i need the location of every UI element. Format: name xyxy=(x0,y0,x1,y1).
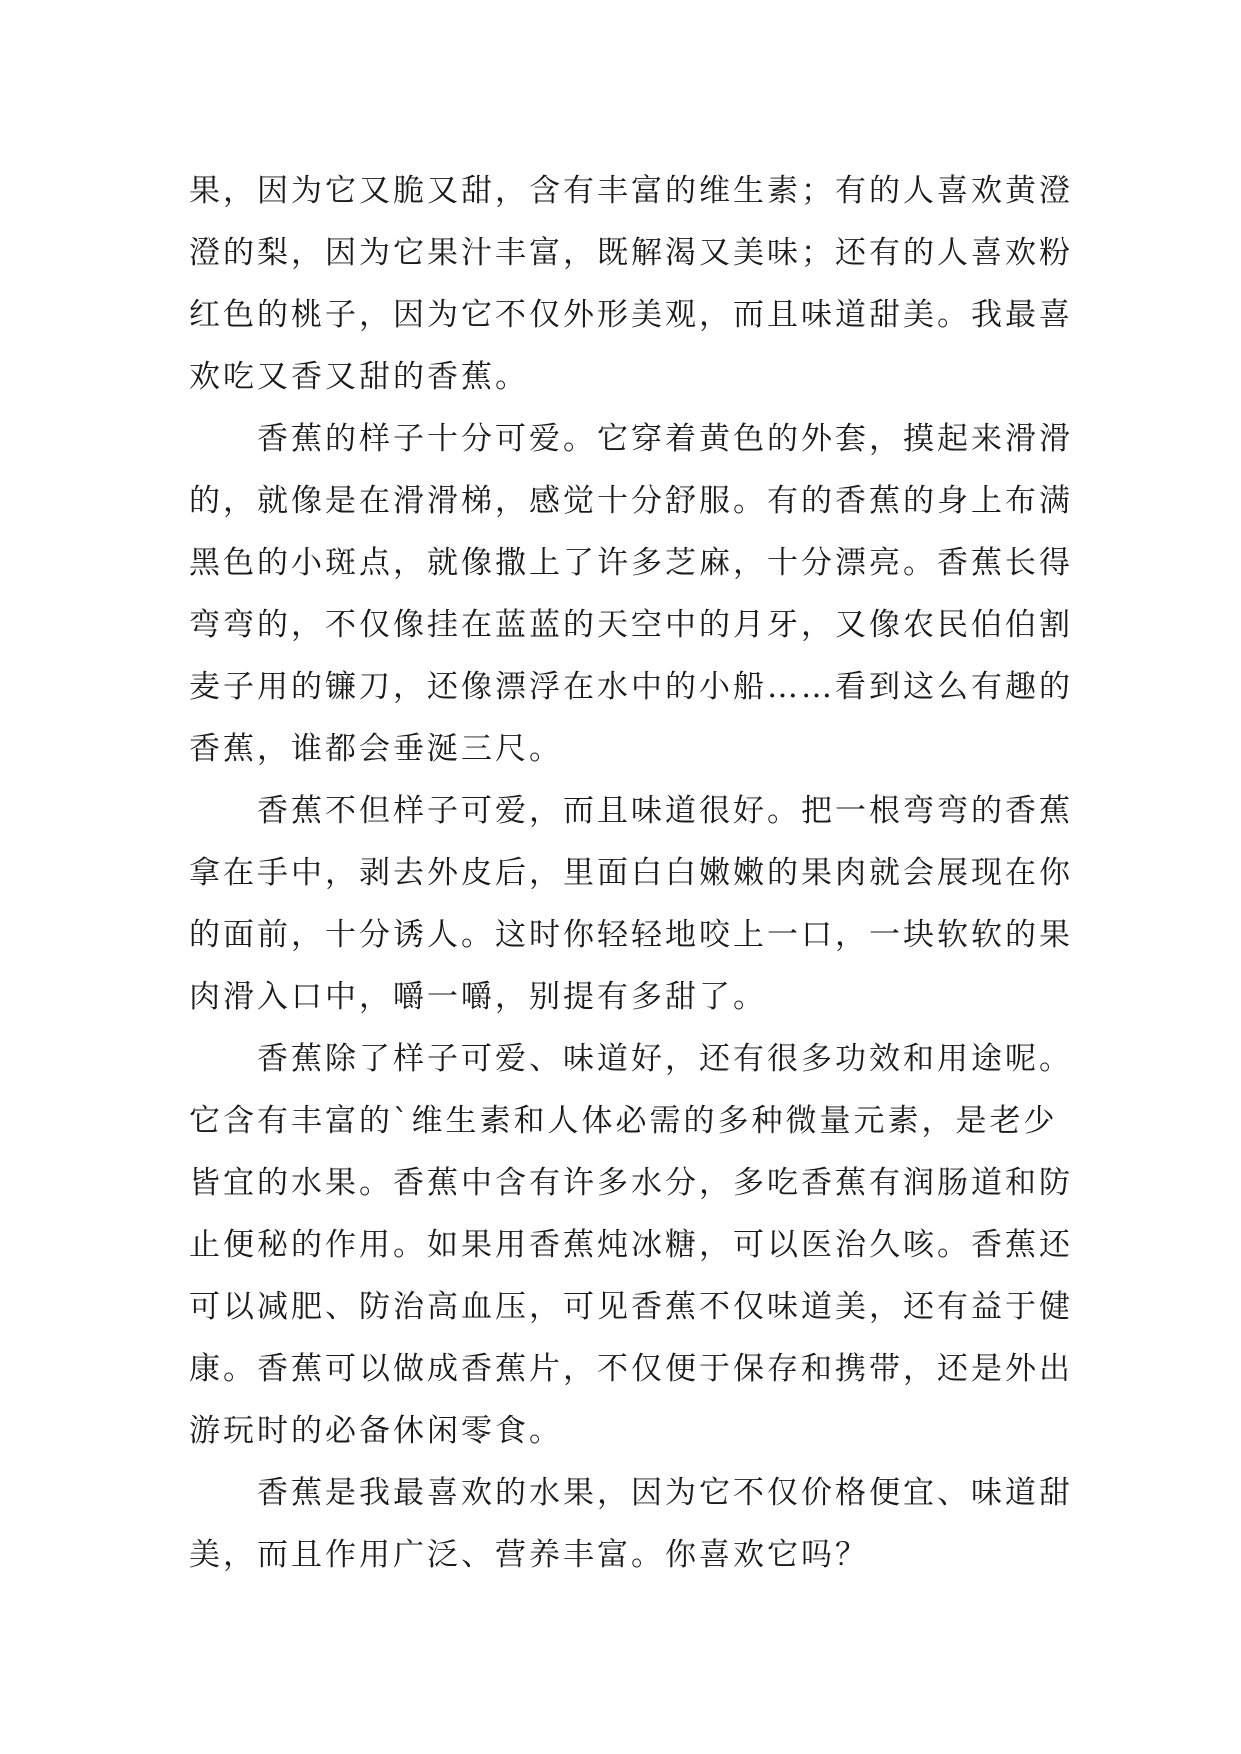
text-line: 红色的桃子，因为它不仅外形美观，而且味道甜美。我最喜 xyxy=(189,297,1073,333)
paragraph-3 xyxy=(189,780,1073,1028)
text-line: 止便秘的作用。如果用香蕉炖冰糖，可以医治久咳。香蕉还 xyxy=(189,1227,1073,1263)
text-line: 麦子用的镰刀，还像漂浮在水中的小船……看到这么有趣的 xyxy=(189,669,1073,705)
text-line: 的，就像是在滑滑梯，感觉十分舒服。有的香蕉的身上布满 xyxy=(189,483,1073,519)
text-line: 美，而且作用广泛、营养丰富。你喜欢它吗？ xyxy=(189,1537,869,1573)
text-line: 皆宜的水果。香蕉中含有许多水分，多吃香蕉有润肠道和防 xyxy=(189,1165,1073,1201)
text-line: 它含有丰富的`维生素和人体必需的多种微量元素，是老少 xyxy=(189,1103,1058,1139)
text-line: 香蕉，谁都会垂涎三尺。 xyxy=(189,731,563,767)
text-line: 欢吃又香又甜的香蕉。 xyxy=(189,359,529,395)
text-line: 游玩时的必备休闲零食。 xyxy=(189,1413,563,1449)
text-line: 的面前，十分诱人。这时你轻轻地咬上一口，一块软软的果 xyxy=(189,917,1073,953)
text-line: 香蕉除了样子可爱、味道好，还有很多功效和用途呢。 xyxy=(257,1041,1073,1077)
text-line: 澄的梨，因为它果汁丰富，既解渴又美味；还有的人喜欢粉 xyxy=(189,235,1073,271)
text-line: 康。香蕉可以做成香蕉片，不仅便于保存和携带，还是外出 xyxy=(189,1351,1073,1387)
text-line: 肉滑入口中，嚼一嚼，别提有多甜了。 xyxy=(189,979,767,1015)
text-line: 香蕉的样子十分可爱。它穿着黄色的外套，摸起来滑滑 xyxy=(257,421,1073,457)
text-line: 拿在手中，剥去外皮后，里面白白嫩嫩的果肉就会展现在你 xyxy=(189,855,1073,891)
text-line: 香蕉是我最喜欢的水果，因为它不仅价格便宜、味道甜 xyxy=(257,1475,1073,1511)
paragraph-5 xyxy=(189,1462,1073,1586)
text-line: 果，因为它又脆又甜，含有丰富的维生素；有的人喜欢黄澄 xyxy=(189,173,1073,209)
paragraph-4 xyxy=(189,1028,1073,1462)
paragraph-2 xyxy=(189,408,1073,780)
text-line: 弯弯的，不仅像挂在蓝蓝的天空中的月牙，又像农民伯伯割 xyxy=(189,607,1073,643)
text-line: 可以减肥、防治高血压，可见香蕉不仅味道美，还有益于健 xyxy=(189,1289,1073,1325)
text-line: 黑色的小斑点，就像撒上了许多芝麻，十分漂亮。香蕉长得 xyxy=(189,545,1073,581)
article-body xyxy=(189,160,1073,1586)
paragraph-1 xyxy=(189,160,1073,408)
text-line: 香蕉不但样子可爱，而且味道很好。把一根弯弯的香蕉 xyxy=(257,793,1073,829)
